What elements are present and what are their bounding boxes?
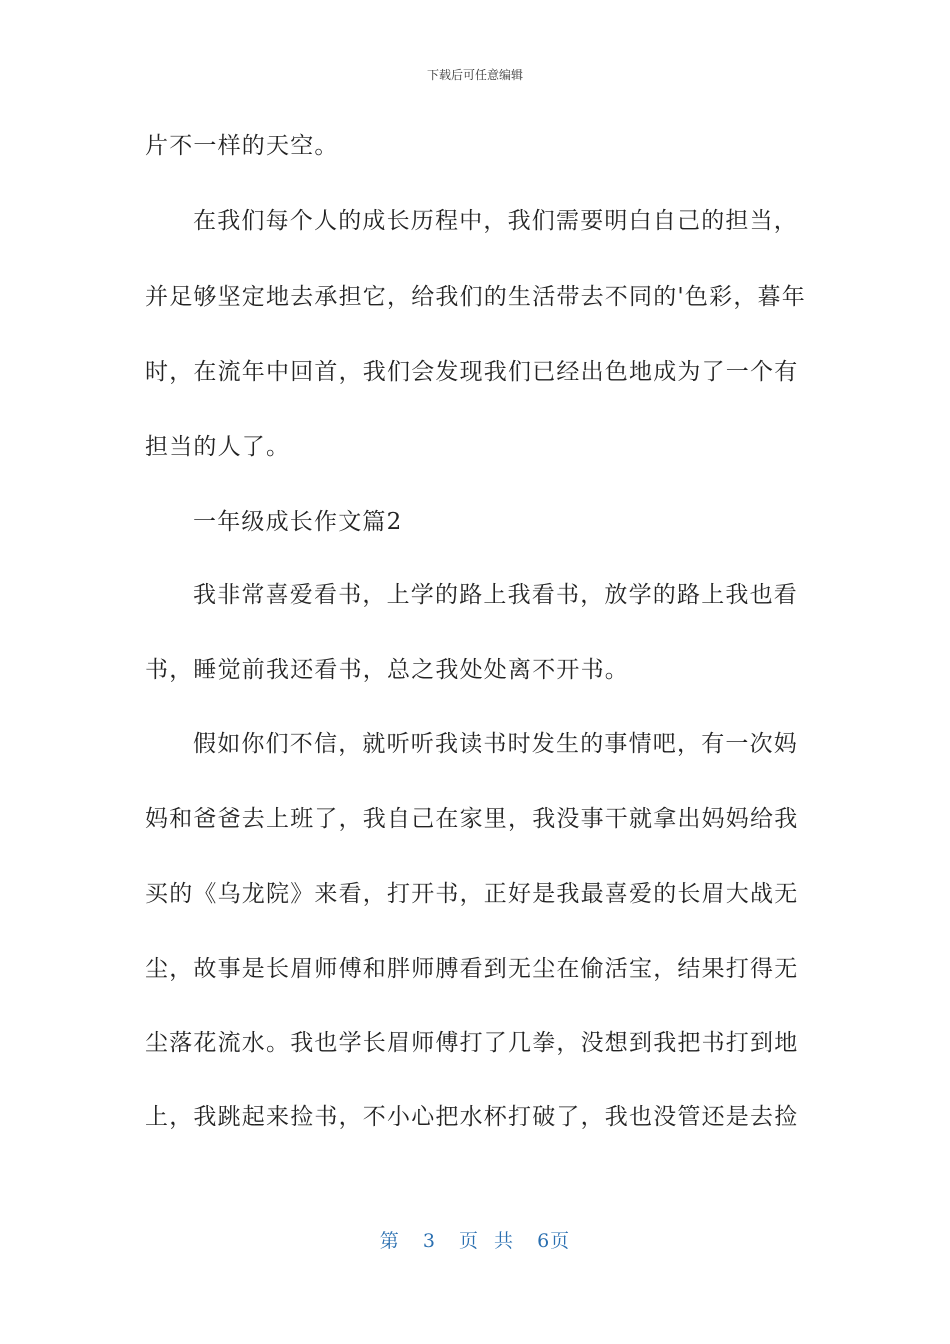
text-line: 片不一样的天空。	[145, 133, 339, 159]
text-line: 买的《乌龙院》来看，打开书，正好是我最喜爱的长眉大战无	[145, 881, 799, 907]
text-line: 担当的人了。	[145, 434, 291, 460]
footer-prefix: 第	[379, 1230, 400, 1252]
page-header-note: 下载后可任意编辑	[426, 68, 523, 82]
text-line: 假如你们不信，就听听我读书时发生的事情吧，有一次妈	[193, 731, 798, 757]
text-line: 在我们每个人的成长历程中，我们需要明白自己的担当，	[193, 208, 798, 234]
text-line: 上，我跳起来捡书，不小心把水杯打破了，我也没管还是去捡	[145, 1104, 799, 1130]
footer-page-number: 3	[422, 1230, 436, 1252]
text-line: 并足够坚定地去承担它，给我们的生活带去不同的'色彩，暮年	[145, 284, 806, 310]
text-line: 尘落花流水。我也学长眉师傅打了几拳，没想到我把书打到地	[145, 1030, 799, 1056]
text-line: 我非常喜爱看书，上学的路上我看书，放学的路上我也看	[193, 582, 798, 608]
footer-middle: 页 共	[459, 1230, 515, 1252]
text-line: 书，睡觉前我还看书，总之我处处离不开书。	[145, 657, 629, 683]
page-number-footer	[0, 1226, 950, 1253]
text-line: 时，在流年中回首，我们会发现我们已经出色地成为了一个有	[145, 359, 799, 385]
section-heading: 一年级成长作文篇2	[193, 509, 403, 535]
footer-total-pages: 6页	[537, 1230, 571, 1252]
text-line: 妈和爸爸去上班了，我自己在家里，我没事干就拿出妈妈给我	[145, 806, 799, 832]
text-line: 尘，故事是长眉师傅和胖师膊看到无尘在偷活宝，结果打得无	[145, 956, 799, 982]
